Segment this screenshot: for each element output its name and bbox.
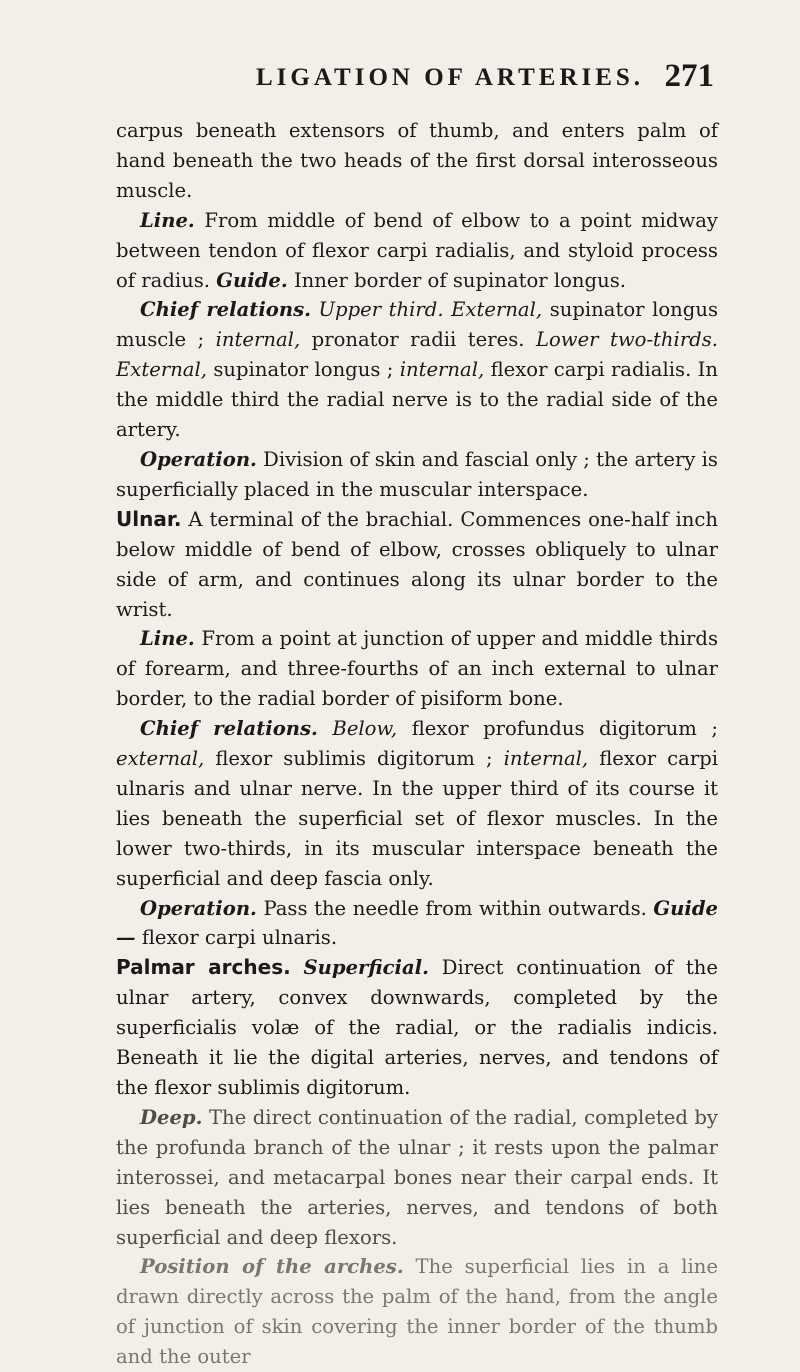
paragraph-arch-position: Position of the arches. The superficial lies in a line drawn directly across the palm of the hand, from the angle of junction of skin covering the inner border of the thumb and the outer [116,1255,718,1369]
paragraph-deep-arch: Deep. The direct continuation of the radial, completed by the profunda branch of the ulnar ; it rests upon the palmar interossei, and metacarpal bones near their carpal ends. It lies beneath the arteries, nerves, and tendons of both superficial and deep flexors. [116,1105,718,1249]
paragraph-ulnar: Ulnar. A terminal of the brachial. Commences one-half inch below middle of bend of elbow, crosses obliquely to ulnar side of arm, and continues along its ulnar border to the wrist. [116,506,718,621]
paragraph-ulnar-operation: Operation. Pass the needle from within outwards. Guide— flexor carpi ulnaris. [116,896,719,950]
paragraph-ulnar-chief-relations: Chief relations. Below, flexor profundus digitorum ; external, flexor sublimis digitorum ; internal, flexor carpi ulnaris and ulnar nerve. In the upper third of its course it lies beneath the superficial set of flexor muscles. In the lower two-thirds, in its muscular interspace beneath the superficial and deep fascia only. [116,717,719,890]
paragraph-radial-chief-relations: Chief relations. Upper third. External, supinator longus muscle ; internal, pronator radii teres. Lower two-thirds. External, supinator longus ; internal, flexor carpi radialis. In the middle third the radial nerve is to the radial side of the artery. [116,298,719,442]
paragraph-palmar-arches: Palmar arches. Superficial. Direct continuation of the ulnar artery, convex downwards, completed by the superficialis volæ of the radial, or the radialis indicis. Beneath it lie the digital arteries, nerves, and tendons of the flexor sublimis digitorum. [116,955,718,1099]
page-header-title: LIGATION OF ARTERIES. [256,64,645,91]
body-text [116,116,718,1372]
running-head [116,58,718,98]
ulnar-section-title: Ulnar. [116,506,182,531]
paragraph-radial-course: carpus beneath extensors of thumb, and enters palm of hand beneath the two heads of the first dorsal interosseous muscle. [116,119,718,202]
page-number: 271 [664,58,714,94]
paragraph-radial-line: Line. From middle of bend of elbow to a point midway between tendon of flexor carpi radialis, and styloid process of radius. Guide. Inner border of supinator longus. [116,208,718,292]
paragraph-ulnar-line: Line. From a point at junction of upper and middle thirds of forearm, and three-fourths of an inch external to ulnar border, to the radial border of pisiform bone. [116,627,719,711]
palmar-section-title: Palmar arches. [116,955,291,980]
paragraph-radial-operation: Operation. Division of skin and fascial only ; the artery is superficially placed in the muscular interspace. [116,447,718,501]
